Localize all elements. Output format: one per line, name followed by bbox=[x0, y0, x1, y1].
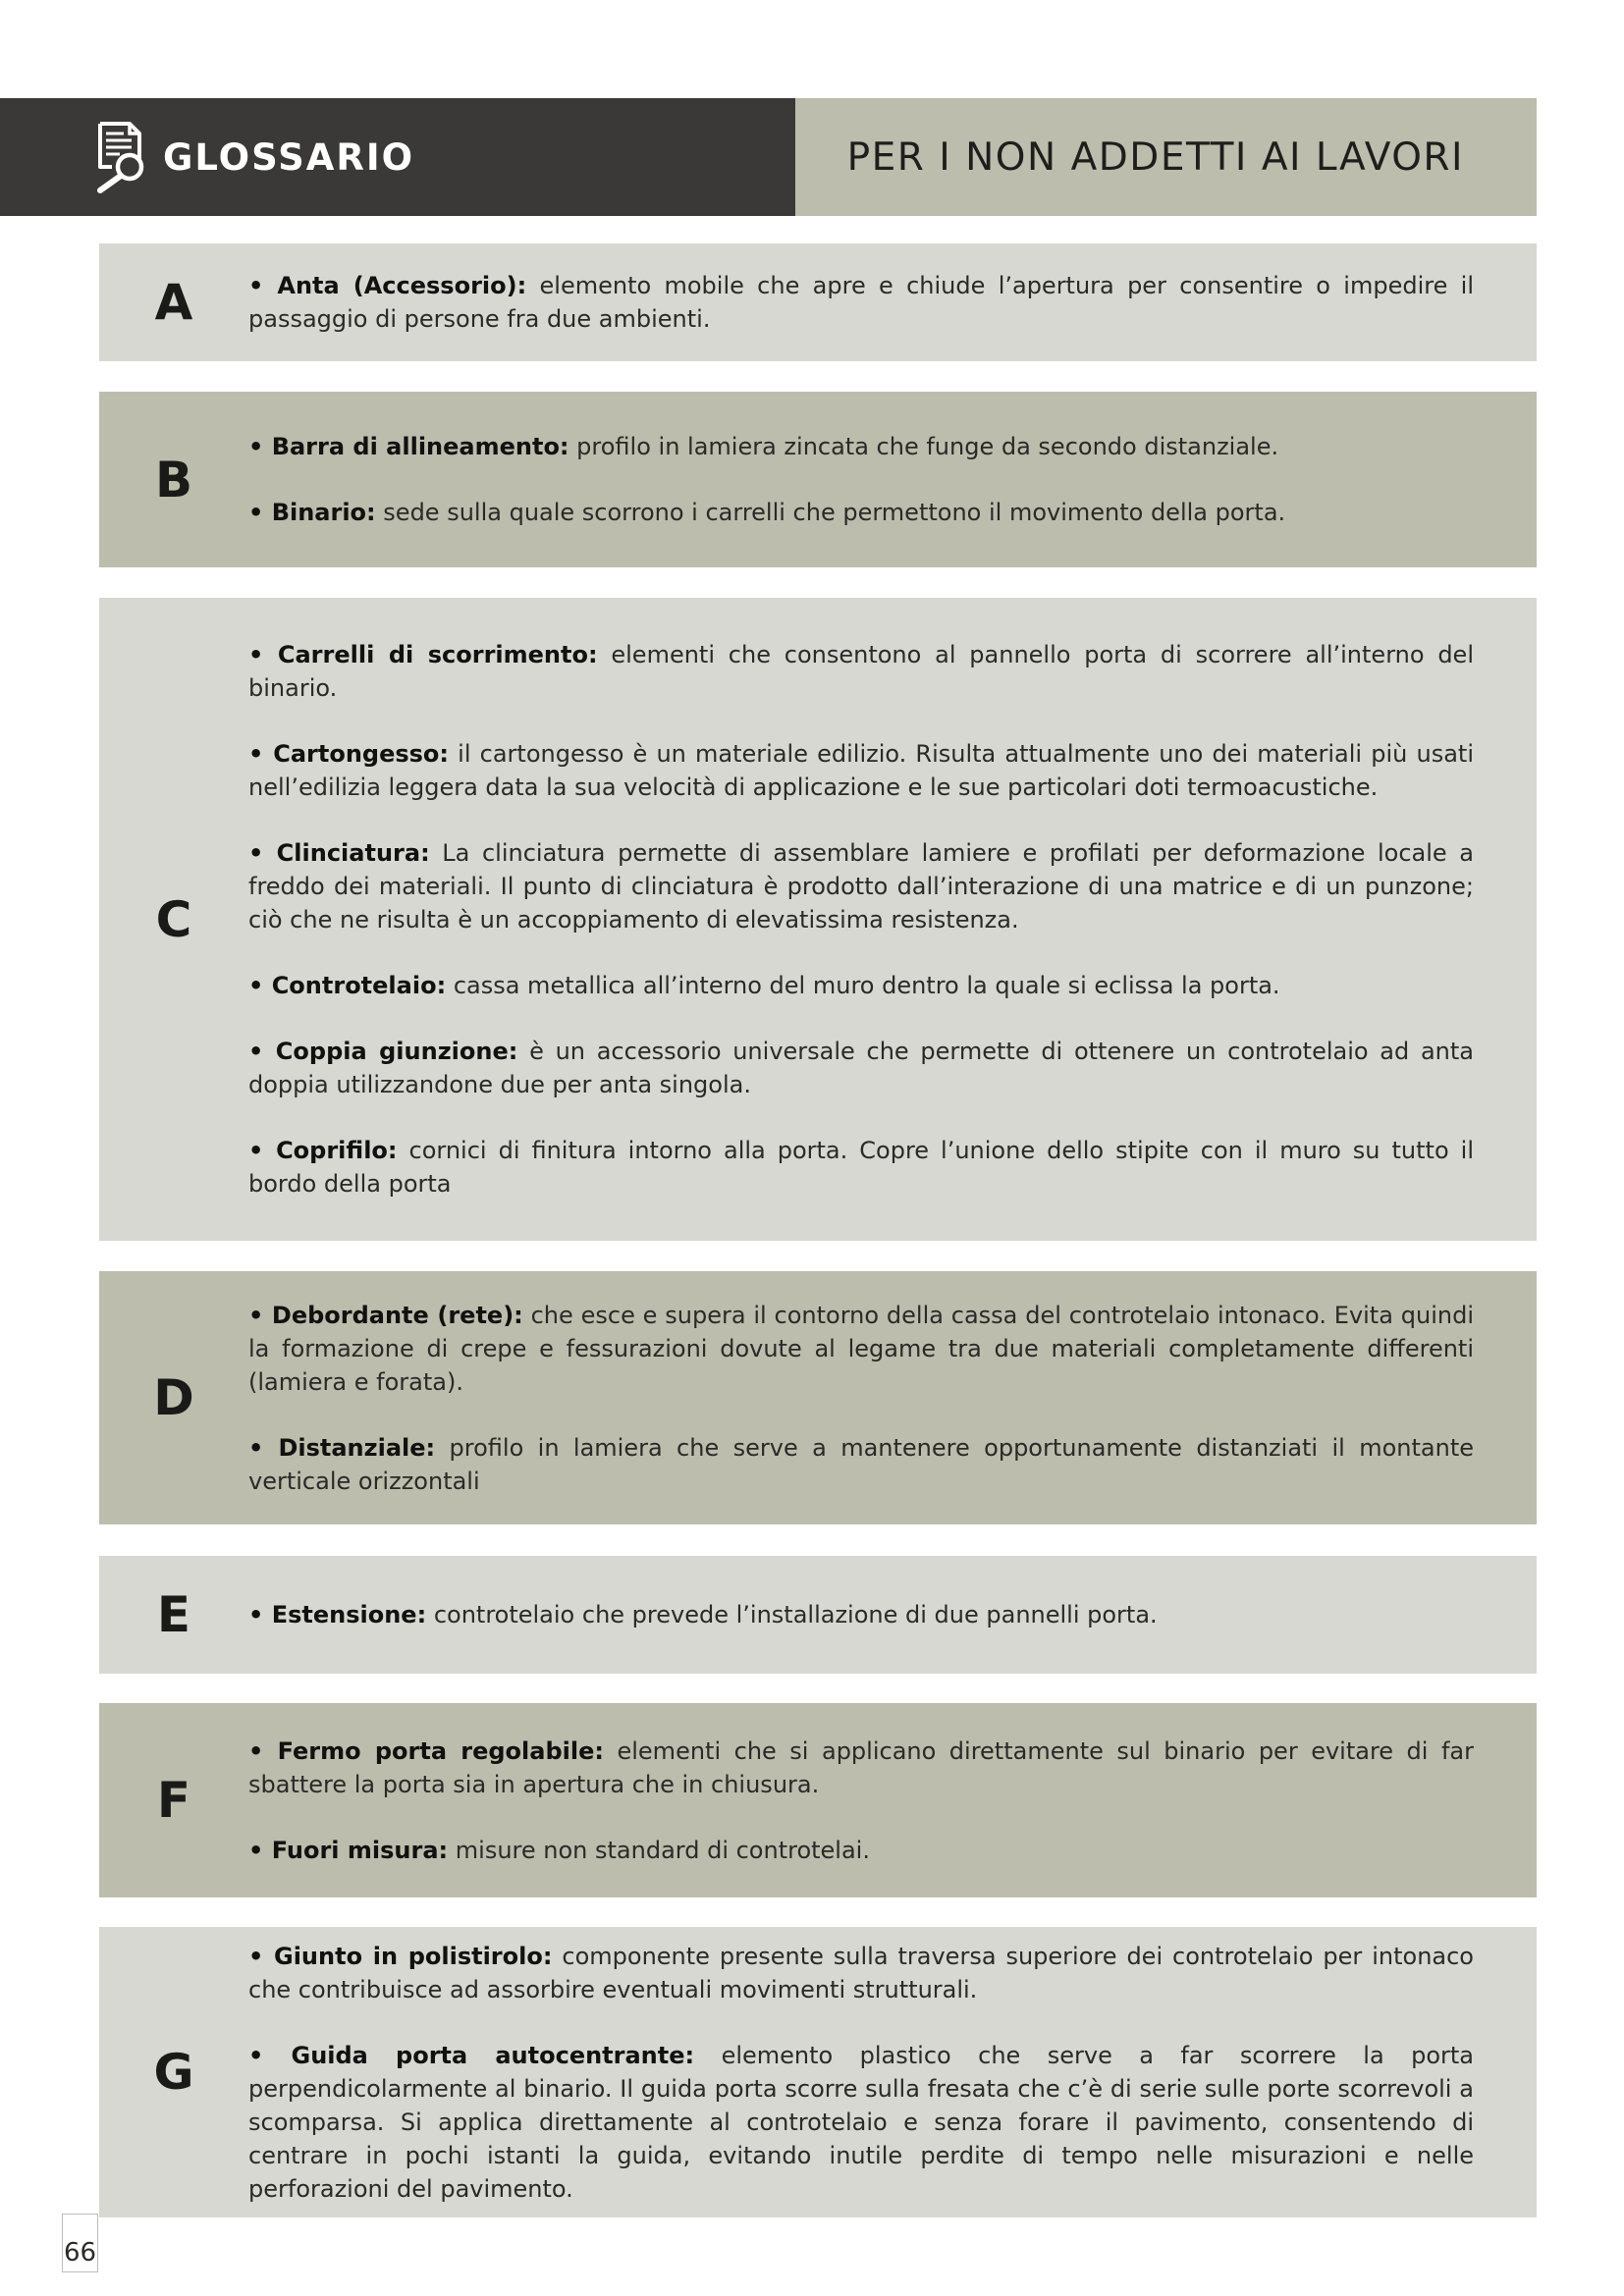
glossary-section-f bbox=[99, 1703, 1537, 1897]
glossary-section-c bbox=[99, 598, 1537, 1241]
entry-definition: controtelaio che prevede l’installazione di due pannelli porta. bbox=[433, 1601, 1158, 1629]
glossary-entry bbox=[248, 1940, 1474, 2006]
entry-definition: il cartongesso è un materiale edilizio. Risulta attualmente uno dei materiali più usati nell’edilizia leggera data la sua velocità di applicazione e le sue particolari doti termoacustiche. bbox=[248, 740, 1474, 801]
glossary-entry bbox=[248, 496, 1474, 529]
section-letter: A bbox=[154, 274, 193, 331]
entry-term: • Cartongesso: bbox=[248, 740, 450, 768]
entry-list bbox=[248, 430, 1474, 529]
entry-term: • Clinciatura: bbox=[248, 839, 430, 867]
entry-definition: sede sulla quale scorrono i carrelli che permettono il movimento della porta. bbox=[383, 499, 1286, 526]
entry-term: • Guida porta autocentrante: bbox=[248, 2041, 695, 2069]
glossary-entry bbox=[248, 430, 1474, 463]
entry-definition: profilo in lamiera zincata che funge da secondo distanziale. bbox=[576, 433, 1279, 460]
entry-term: • Controtelaio: bbox=[248, 972, 447, 999]
entry-list bbox=[248, 1940, 1474, 2206]
entry-definition: cassa metallica all’interno del muro dentro la quale si eclissa la porta. bbox=[453, 972, 1280, 999]
glossary-entry bbox=[248, 737, 1474, 804]
section-letter: E bbox=[156, 1586, 191, 1643]
glossary-section-e bbox=[99, 1556, 1537, 1674]
entry-list bbox=[248, 269, 1474, 336]
glossary-entry bbox=[248, 638, 1474, 705]
glossary-entry bbox=[248, 836, 1474, 936]
glossary-entry bbox=[248, 969, 1474, 1002]
entry-term: • Binario: bbox=[248, 499, 376, 526]
header-subtitle-bar bbox=[795, 98, 1537, 216]
glossary-section-g bbox=[99, 1927, 1537, 2217]
entry-definition: misure non standard di controtelai. bbox=[455, 1836, 870, 1864]
entry-list bbox=[248, 638, 1474, 1201]
entry-definition: elementi che consentono al pannello porta di scorrere all’interno del binario. bbox=[248, 641, 1474, 702]
entry-definition: è un accessorio universale che permette di ottenere un controtelaio ad anta doppia utilizzandone due per anta singola. bbox=[248, 1038, 1475, 1098]
entry-list bbox=[248, 1735, 1474, 1867]
glossary-section-b bbox=[99, 392, 1537, 567]
entry-definition: componente presente sulla traversa superiore dei controtelaio per intonaco che contribuisce ad assorbire eventuali movimenti strutturali. bbox=[248, 1942, 1474, 2003]
entry-definition: elementi che si applicano direttamente sul binario per evitare di far sbattere la porta sia in apertura che in chiusura. bbox=[248, 1736, 1474, 1798]
glossary-entry bbox=[248, 1299, 1474, 1399]
entry-term: • Anta (Accessorio): bbox=[248, 272, 527, 299]
entry-term: • Coprifilo: bbox=[248, 1137, 398, 1164]
entry-definition: elemento plastico che serve a far scorrere la porta perpendicolarmente al binario. Il guida porta scorre sulla fresata che c’è di serie sulle porte scorrevoli a scomparsa. Si applica direttamente al controtelaio e senza forare il pavimento, consentendo di centrare in pochi istanti la guida, evitando inutile perdite di tempo nelle misurazioni e nelle perforazioni del pavimento. bbox=[248, 2041, 1475, 2203]
entry-term: • Carrelli di scorrimento: bbox=[248, 641, 598, 668]
entry-list bbox=[248, 1299, 1474, 1498]
entry-definition: profilo in lamiera che serve a mantenere opportunamente distanziati il montante verticale orizzontali bbox=[248, 1433, 1474, 1495]
glossary-entry bbox=[248, 1598, 1474, 1631]
entry-term: • Giunto in polistirolo: bbox=[248, 1942, 553, 1970]
section-letter: D bbox=[153, 1369, 194, 1426]
glossary-entry bbox=[248, 269, 1474, 336]
entry-term: • Fuori misura: bbox=[248, 1836, 449, 1864]
glossary-entry bbox=[248, 1834, 1474, 1867]
glossary-entry bbox=[248, 1035, 1474, 1101]
section-letter: B bbox=[154, 451, 193, 508]
document-search-icon bbox=[94, 120, 151, 194]
page-subtitle: PER I NON ADDETTI AI LAVORI bbox=[846, 134, 1464, 180]
glossary-entry bbox=[248, 1735, 1474, 1801]
entry-definition: che esce e supera il contorno della cassa del controtelaio intonaco. Evita quindi la formazione di crepe e fessurazioni dovute al legame tra due materiali completamente differenti (lamiera e forata). bbox=[248, 1301, 1474, 1396]
section-letter: G bbox=[153, 2044, 194, 2101]
entry-term: • Fermo porta regolabile: bbox=[248, 1736, 604, 1765]
entry-definition: elemento mobile che apre e chiude l’apertura per consentire o impedire il passaggio di persone fra due ambienti. bbox=[248, 272, 1475, 333]
glossary-entry bbox=[248, 2039, 1474, 2206]
entry-term: • Estensione: bbox=[248, 1601, 427, 1629]
entry-term: • Debordante (rete): bbox=[248, 1301, 523, 1329]
header-bar bbox=[0, 98, 795, 216]
page-title: GLOSSARIO bbox=[163, 135, 415, 179]
glossary-section-a bbox=[99, 243, 1537, 361]
glossary-section-d bbox=[99, 1271, 1537, 1524]
section-letter: C bbox=[155, 890, 192, 948]
glossary-entry bbox=[248, 1134, 1474, 1201]
entry-definition: La clinciatura permette di assemblare lamiere e profilati per deformazione locale a freddo dei materiali. Il punto di clinciatura è prodotto dall’interazione di una matrice e di un punzone; ciò che ne risulta è un accoppiamento di elevatissima resistenza. bbox=[248, 839, 1474, 934]
section-letter: F bbox=[156, 1772, 191, 1829]
entry-term: • Distanziale: bbox=[248, 1433, 436, 1462]
page-number: 66 bbox=[62, 2214, 98, 2272]
entry-term: • Coppia giunzione: bbox=[248, 1038, 518, 1065]
glossary-entry bbox=[248, 1431, 1474, 1498]
entry-term: • Barra di allineamento: bbox=[248, 433, 569, 460]
entry-definition: cornici di finitura intorno alla porta. Copre l’unione dello stipite con il muro su tutto il bordo della porta bbox=[248, 1137, 1474, 1198]
entry-list bbox=[248, 1598, 1474, 1631]
